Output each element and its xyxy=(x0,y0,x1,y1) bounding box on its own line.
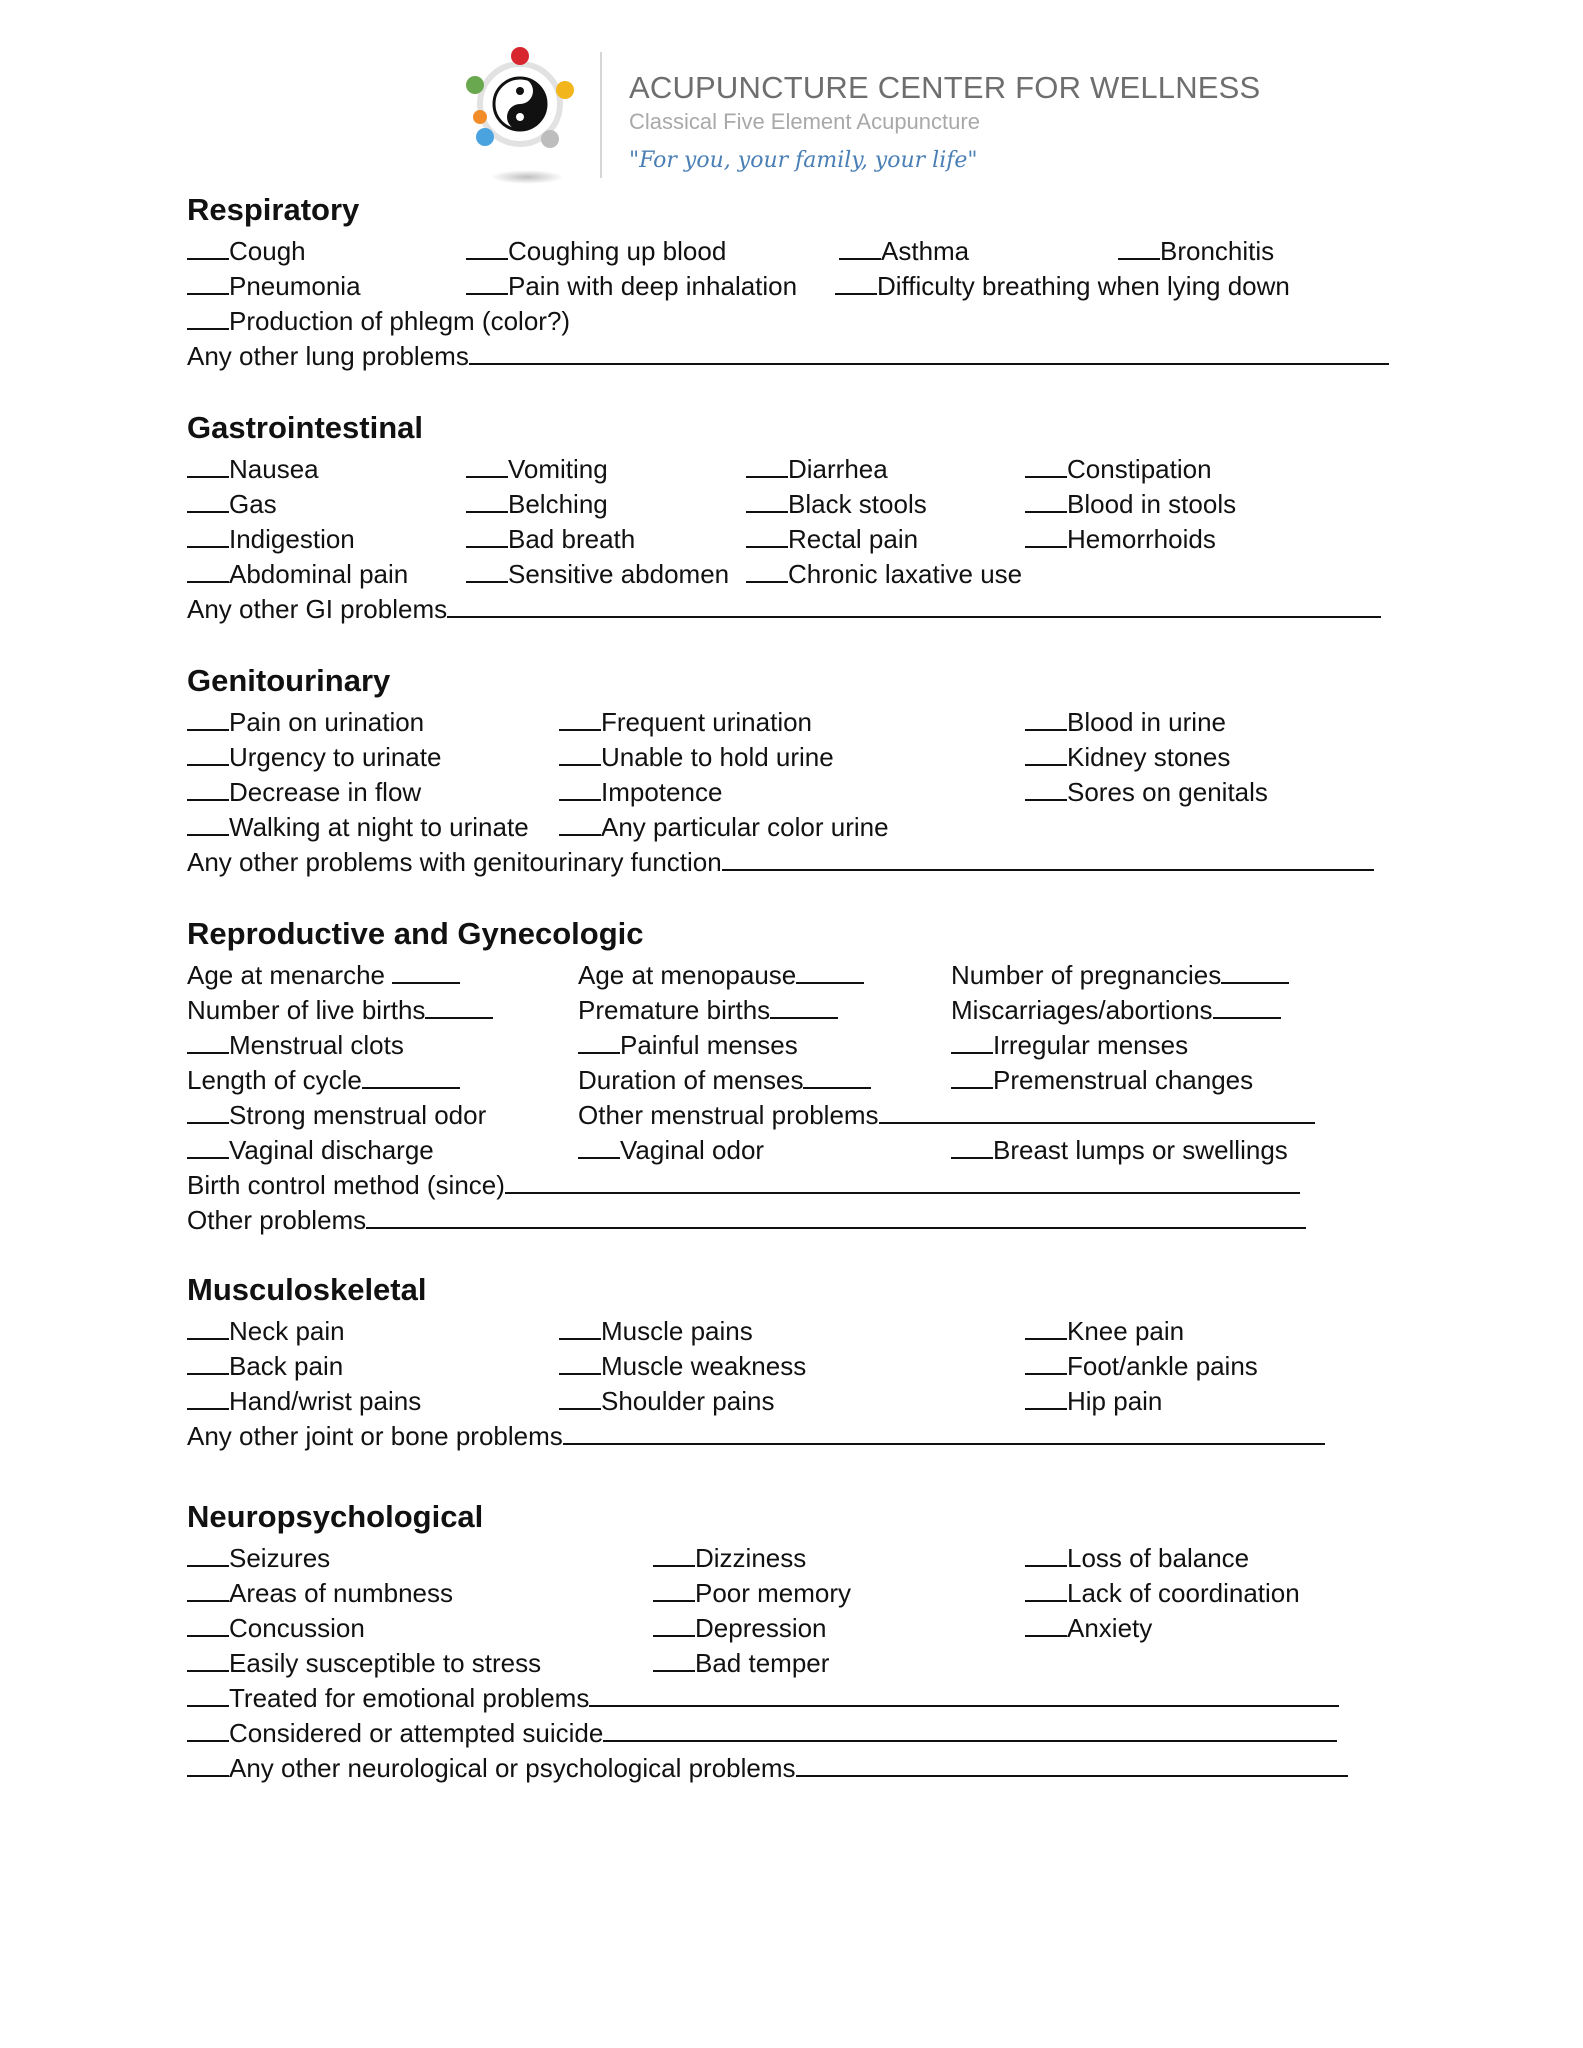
check-impotence[interactable]: Impotence xyxy=(559,777,722,805)
check-rectal-pain[interactable]: Rectal pain xyxy=(746,524,918,552)
section-title-genitourinary: Genitourinary xyxy=(187,663,391,698)
check-bronchitis[interactable]: Bronchitis xyxy=(1118,236,1274,264)
check-color-urine[interactable]: Any particular color urine xyxy=(559,812,889,840)
check-vaginal-discharge[interactable]: Vaginal discharge xyxy=(187,1135,434,1163)
field-other-gi[interactable]: Any other GI problems xyxy=(187,594,1381,622)
yin-yang-five-element-logo-icon xyxy=(440,42,600,188)
check-indigestion[interactable]: Indigestion xyxy=(187,524,355,552)
check-bad-temper[interactable]: Bad temper xyxy=(653,1648,829,1676)
field-other-neuro[interactable]: Any other neurological or psychological problems xyxy=(187,1753,1348,1781)
check-vaginal-odor[interactable]: Vaginal odor xyxy=(578,1135,764,1163)
check-cough[interactable]: Cough xyxy=(187,236,306,264)
field-other-problems[interactable]: Other problems xyxy=(187,1205,1306,1233)
field-other-joint[interactable]: Any other joint or bone problems xyxy=(187,1421,1325,1449)
field-age-menopause[interactable]: Age at menopause xyxy=(578,960,864,988)
check-nausea[interactable]: Nausea xyxy=(187,454,319,482)
check-walking-night[interactable]: Walking at night to urinate xyxy=(187,812,529,840)
section-title-neuropsychological: Neuropsychological xyxy=(187,1499,484,1534)
check-concussion[interactable]: Concussion xyxy=(187,1613,365,1641)
check-knee-pain[interactable]: Knee pain xyxy=(1025,1316,1184,1344)
check-laxative[interactable]: Chronic laxative use xyxy=(746,559,1022,587)
check-sores[interactable]: Sores on genitals xyxy=(1025,777,1268,805)
check-premenstrual[interactable]: Premenstrual changes xyxy=(951,1065,1253,1093)
check-vomiting[interactable]: Vomiting xyxy=(466,454,608,482)
check-breast-lumps[interactable]: Breast lumps or swellings xyxy=(951,1135,1288,1163)
check-decrease-flow[interactable]: Decrease in flow xyxy=(187,777,421,805)
field-other-lung[interactable]: Any other lung problems xyxy=(187,341,1389,369)
check-anxiety[interactable]: Anxiety xyxy=(1025,1613,1152,1641)
check-dizziness[interactable]: Dizziness xyxy=(653,1543,806,1571)
check-phlegm[interactable]: Production of phlegm (color?) xyxy=(187,306,570,334)
field-live-births[interactable]: Number of live births xyxy=(187,995,493,1023)
check-gas[interactable]: Gas xyxy=(187,489,277,517)
check-loss-balance[interactable]: Loss of balance xyxy=(1025,1543,1249,1571)
check-muscle-weakness[interactable]: Muscle weakness xyxy=(559,1351,806,1379)
field-other-genitourinary[interactable]: Any other problems with genitourinary function xyxy=(187,847,1374,875)
check-constipation[interactable]: Constipation xyxy=(1025,454,1212,482)
check-asthma[interactable]: Asthma xyxy=(839,236,969,264)
check-abdominal-pain[interactable]: Abdominal pain xyxy=(187,559,408,587)
check-depression[interactable]: Depression xyxy=(653,1613,827,1641)
check-kidney-stones[interactable]: Kidney stones xyxy=(1025,742,1230,770)
check-urgency[interactable]: Urgency to urinate xyxy=(187,742,441,770)
check-coordination[interactable]: Lack of coordination xyxy=(1025,1578,1300,1606)
check-blood-stools[interactable]: Blood in stools xyxy=(1025,489,1236,517)
check-foot-ankle[interactable]: Foot/ankle pains xyxy=(1025,1351,1258,1379)
check-seizures[interactable]: Seizures xyxy=(187,1543,330,1571)
check-shoulder-pains[interactable]: Shoulder pains xyxy=(559,1386,774,1414)
field-other-menstrual[interactable]: Other menstrual problems xyxy=(578,1100,1315,1128)
clinic-name: ACUPUNCTURE CENTER FOR WELLNESS xyxy=(629,70,1261,105)
check-hip-pain[interactable]: Hip pain xyxy=(1025,1386,1162,1414)
field-age-menarche[interactable]: Age at menarche xyxy=(187,960,460,988)
check-back-pain[interactable]: Back pain xyxy=(187,1351,343,1379)
check-blood-urine[interactable]: Blood in urine xyxy=(1025,707,1226,735)
check-strong-odor[interactable]: Strong menstrual odor xyxy=(187,1100,486,1128)
field-duration-menses[interactable]: Duration of menses xyxy=(578,1065,871,1093)
header-divider xyxy=(600,52,602,178)
check-frequent-urination[interactable]: Frequent urination xyxy=(559,707,812,735)
check-black-stools[interactable]: Black stools xyxy=(746,489,927,517)
field-num-pregnancies[interactable]: Number of pregnancies xyxy=(951,960,1289,988)
field-miscarriages[interactable]: Miscarriages/abortions xyxy=(951,995,1281,1023)
check-hand-wrist[interactable]: Hand/wrist pains xyxy=(187,1386,421,1414)
clinic-header xyxy=(440,42,1261,188)
check-menstrual-clots[interactable]: Menstrual clots xyxy=(187,1030,404,1058)
field-emotional[interactable]: Treated for emotional problems xyxy=(187,1683,1339,1711)
check-difficulty-breathing[interactable]: Difficulty breathing when lying down xyxy=(835,271,1290,299)
section-title-respiratory: Respiratory xyxy=(187,192,360,227)
field-premature-births[interactable]: Premature births xyxy=(578,995,838,1023)
check-muscle-pains[interactable]: Muscle pains xyxy=(559,1316,753,1344)
check-coughing-blood[interactable]: Coughing up blood xyxy=(466,236,726,264)
check-neck-pain[interactable]: Neck pain xyxy=(187,1316,345,1344)
check-bad-breath[interactable]: Bad breath xyxy=(466,524,635,552)
check-pneumonia[interactable]: Pneumonia xyxy=(187,271,361,299)
clinic-subtitle: Classical Five Element Acupuncture xyxy=(629,109,980,134)
field-birth-control[interactable]: Birth control method (since) xyxy=(187,1170,1300,1198)
section-title-gastrointestinal: Gastrointestinal xyxy=(187,410,423,445)
field-suicide[interactable]: Considered or attempted suicide xyxy=(187,1718,1337,1746)
check-diarrhea[interactable]: Diarrhea xyxy=(746,454,888,482)
section-title-reproductive: Reproductive and Gynecologic xyxy=(187,916,644,951)
field-cycle-length[interactable]: Length of cycle xyxy=(187,1065,460,1093)
check-unable-hold[interactable]: Unable to hold urine xyxy=(559,742,834,770)
check-hemorrhoids[interactable]: Hemorrhoids xyxy=(1025,524,1216,552)
check-painful-menses[interactable]: Painful menses xyxy=(578,1030,798,1058)
check-belching[interactable]: Belching xyxy=(466,489,608,517)
check-numbness[interactable]: Areas of numbness xyxy=(187,1578,453,1606)
check-stress[interactable]: Easily susceptible to stress xyxy=(187,1648,541,1676)
check-irregular-menses[interactable]: Irregular menses xyxy=(951,1030,1188,1058)
section-title-musculoskeletal: Musculoskeletal xyxy=(187,1272,427,1307)
clinic-tagline: "For you, your family, your life" xyxy=(629,148,978,173)
check-pain-urination[interactable]: Pain on urination xyxy=(187,707,424,735)
check-sensitive-abdomen[interactable]: Sensitive abdomen xyxy=(466,559,729,587)
check-pain-inhalation[interactable]: Pain with deep inhalation xyxy=(466,271,797,299)
check-poor-memory[interactable]: Poor memory xyxy=(653,1578,851,1606)
